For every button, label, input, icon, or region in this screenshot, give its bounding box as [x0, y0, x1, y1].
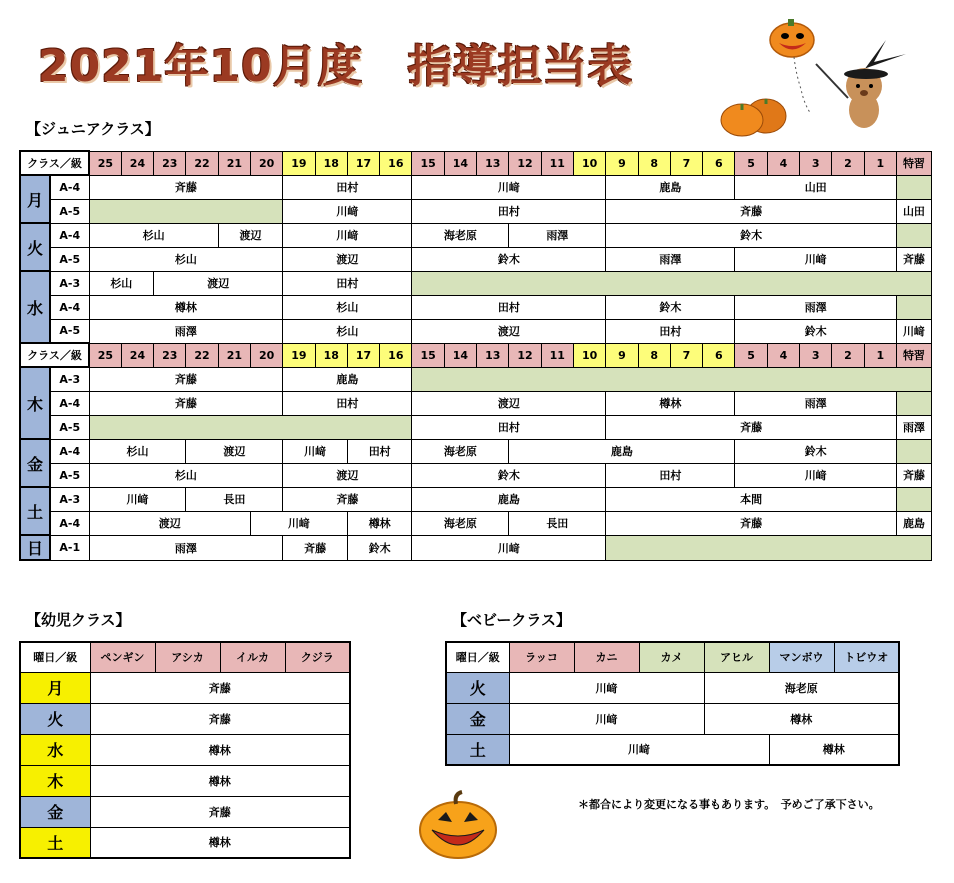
teacher-cell: 雨澤 — [606, 247, 735, 271]
grade-header-cell: 22 — [186, 343, 218, 367]
grade-header-cell: 2 — [832, 343, 864, 367]
teacher-cell: 渡辺 — [412, 319, 606, 343]
empty-slot — [896, 295, 931, 319]
schedule-row — [20, 487, 931, 511]
grade-header-cell: 7 — [670, 151, 702, 175]
teacher-cell: 斉藤 — [606, 415, 897, 439]
teacher-cell: 川﨑 — [735, 247, 896, 271]
grade-header-cell: 20 — [251, 343, 283, 367]
weekday-cell: 土 — [446, 734, 509, 765]
infant-class-header: アシカ — [155, 642, 220, 672]
baby-row — [446, 672, 899, 703]
grade-header-cell: 17 — [347, 151, 379, 175]
class-level-cell: A-4 — [50, 295, 89, 319]
baby-class-header: トビウオ — [834, 642, 899, 672]
grade-header-cell: 19 — [283, 343, 315, 367]
teacher-cell: 田村 — [283, 391, 412, 415]
baby-row — [446, 734, 899, 765]
class-level-cell: A-3 — [50, 367, 89, 391]
grade-header-cell: 特習 — [896, 343, 931, 367]
teacher-cell: 鈴木 — [735, 439, 896, 463]
teacher-cell: 田村 — [606, 319, 735, 343]
schedule-row — [20, 295, 931, 319]
weekday-grade-header: 曜日／級 — [20, 642, 90, 672]
grade-header-cell: 12 — [509, 343, 541, 367]
infant-class-header: ペンギン — [90, 642, 155, 672]
teacher-cell: 杉山 — [89, 439, 186, 463]
teacher-cell: 杉山 — [89, 247, 283, 271]
teacher-cell: 川﨑 — [283, 223, 412, 247]
grade-header-cell: 11 — [541, 343, 573, 367]
teacher-cell: 鹿島 — [412, 487, 606, 511]
teacher-cell: 斉藤 — [89, 175, 283, 199]
grade-header-cell: 24 — [121, 151, 153, 175]
schedule-row — [20, 271, 931, 295]
class-level-cell: A-4 — [50, 175, 89, 199]
schedule-row — [20, 319, 931, 343]
infant-row — [20, 827, 350, 858]
teacher-cell: 川﨑 — [89, 487, 186, 511]
teacher-cell: 樽林 — [89, 295, 283, 319]
grade-header-cell: 3 — [800, 343, 832, 367]
teacher-cell: 樽林 — [704, 703, 899, 734]
infant-row — [20, 765, 350, 796]
infant-class-header: イルカ — [220, 642, 285, 672]
teacher-cell: 渡辺 — [412, 391, 606, 415]
schedule-row — [20, 463, 931, 487]
grade-header-cell: 15 — [412, 343, 444, 367]
grade-header-cell: 16 — [380, 151, 412, 175]
teacher-cell: 川﨑 — [509, 734, 769, 765]
grade-header-cell: 特習 — [896, 151, 931, 175]
teacher-cell: 雨澤 — [896, 415, 931, 439]
teacher-cell: 鈴木 — [412, 463, 606, 487]
teacher-cell: 川﨑 — [283, 199, 412, 223]
teacher-cell: 樽林 — [90, 734, 350, 765]
teacher-cell: 斉藤 — [90, 703, 350, 734]
infant-header-row — [20, 642, 350, 672]
teacher-cell: 斉藤 — [89, 367, 283, 391]
teacher-cell: 渡辺 — [283, 463, 412, 487]
baby-class-header: アヒル — [704, 642, 769, 672]
teacher-cell: 海老原 — [704, 672, 899, 703]
empty-slot — [896, 175, 931, 199]
teacher-cell: 渡辺 — [89, 511, 250, 535]
grade-header-cell: 22 — [186, 151, 218, 175]
schedule-row — [20, 247, 931, 271]
pumpkins-icon — [721, 99, 786, 136]
teacher-cell: 川﨑 — [412, 175, 606, 199]
teacher-cell: 山田 — [896, 199, 931, 223]
teacher-cell: 鈴木 — [412, 247, 606, 271]
grade-header-cell: 9 — [606, 343, 638, 367]
teacher-cell: 田村 — [412, 199, 606, 223]
teacher-cell: 鈴木 — [347, 535, 412, 560]
grade-header-cell: 10 — [573, 343, 605, 367]
teacher-cell: 樽林 — [769, 734, 899, 765]
grade-header-cell: 24 — [121, 343, 153, 367]
empty-slot — [896, 223, 931, 247]
class-level-cell: A-4 — [50, 223, 89, 247]
baby-section-label: 【ベビークラス】 — [452, 611, 571, 629]
empty-slot — [89, 415, 412, 439]
baby-class-header: カニ — [574, 642, 639, 672]
grade-header-cell: 3 — [800, 151, 832, 175]
baby-row — [446, 703, 899, 734]
teacher-cell: 樽林 — [347, 511, 412, 535]
grade-header-cell: 8 — [638, 151, 670, 175]
teacher-cell: 斉藤 — [606, 199, 897, 223]
teacher-cell: 斉藤 — [283, 487, 412, 511]
infant-schedule-table — [19, 641, 351, 859]
grade-header-cell: 17 — [347, 343, 379, 367]
teacher-cell: 斉藤 — [283, 535, 348, 560]
teacher-cell: 山田 — [735, 175, 896, 199]
grade-header-row — [20, 151, 931, 175]
teacher-cell: 雨澤 — [735, 295, 896, 319]
baby-class-header: カメ — [639, 642, 704, 672]
empty-slot — [89, 199, 283, 223]
teacher-cell: 樽林 — [90, 827, 350, 858]
weekday-cell: 木 — [20, 765, 90, 796]
baby-class-header: ラッコ — [509, 642, 574, 672]
teacher-cell: 杉山 — [283, 295, 412, 319]
grade-header-cell: 25 — [89, 343, 121, 367]
weekday-cell: 火 — [20, 223, 50, 271]
grade-header-row — [20, 343, 931, 367]
teacher-cell: 斉藤 — [896, 247, 931, 271]
schedule-row — [20, 439, 931, 463]
weekday-cell: 水 — [20, 734, 90, 765]
class-grade-header: クラス／級 — [20, 151, 89, 175]
grade-header-cell: 20 — [251, 151, 283, 175]
teacher-cell: 田村 — [347, 439, 412, 463]
teacher-cell: 雨澤 — [89, 535, 283, 560]
empty-slot — [896, 391, 931, 415]
grade-header-cell: 10 — [573, 151, 605, 175]
grade-header-cell: 13 — [477, 343, 509, 367]
class-level-cell: A-1 — [50, 535, 89, 560]
teacher-cell: 川﨑 — [509, 703, 704, 734]
teacher-cell: 川﨑 — [283, 439, 348, 463]
baby-class-header: マンボウ — [769, 642, 834, 672]
teacher-cell: 杉山 — [89, 463, 283, 487]
teacher-cell: 田村 — [412, 295, 606, 319]
teacher-cell: 渡辺 — [186, 439, 283, 463]
weekday-cell: 月 — [20, 672, 90, 703]
grade-header-cell: 8 — [638, 343, 670, 367]
weekday-cell: 火 — [446, 672, 509, 703]
weekday-cell: 金 — [20, 796, 90, 827]
grade-header-cell: 12 — [509, 151, 541, 175]
notice-text: ＊都合により変更になる事もあります。 予めご了承下さい。 — [578, 798, 880, 811]
grade-header-cell: 2 — [832, 151, 864, 175]
weekday-cell: 土 — [20, 487, 50, 535]
teacher-cell: 斉藤 — [606, 511, 897, 535]
teacher-cell: 斉藤 — [90, 672, 350, 703]
teacher-cell: 鹿島 — [509, 439, 735, 463]
weekday-cell: 火 — [20, 703, 90, 734]
schedule-row — [20, 415, 931, 439]
teacher-cell: 斉藤 — [896, 463, 931, 487]
schedule-row — [20, 367, 931, 391]
teacher-cell: 川﨑 — [735, 463, 896, 487]
teacher-cell: 海老原 — [412, 439, 509, 463]
grade-header-cell: 23 — [154, 343, 186, 367]
teacher-cell: 樽林 — [90, 765, 350, 796]
schedule-row — [20, 199, 931, 223]
teacher-cell: 雨澤 — [89, 319, 283, 343]
weekday-grade-header: 曜日／級 — [446, 642, 509, 672]
grade-header-cell: 7 — [670, 343, 702, 367]
grade-header-cell: 1 — [864, 343, 896, 367]
weekday-cell: 日 — [20, 535, 50, 560]
infant-class-header: クジラ — [285, 642, 350, 672]
junior-section-label: 【ジュニアクラス】 — [26, 120, 160, 138]
class-level-cell: A-4 — [50, 511, 89, 535]
teacher-cell: 雨澤 — [509, 223, 606, 247]
teacher-cell: 斉藤 — [89, 391, 283, 415]
halloween-illustration — [716, 14, 916, 142]
teacher-cell: 渡辺 — [154, 271, 283, 295]
weekday-cell: 木 — [20, 367, 50, 439]
grade-header-cell: 5 — [735, 343, 767, 367]
weekday-cell: 月 — [20, 175, 50, 223]
weekday-cell: 金 — [446, 703, 509, 734]
teacher-cell: 田村 — [283, 271, 412, 295]
baby-schedule-table — [445, 641, 900, 766]
teacher-cell: 海老原 — [412, 223, 509, 247]
teacher-cell: 鹿島 — [896, 511, 931, 535]
grade-header-cell: 5 — [735, 151, 767, 175]
grade-header-cell: 14 — [444, 343, 476, 367]
class-level-cell: A-5 — [50, 415, 89, 439]
teacher-cell: 斉藤 — [90, 796, 350, 827]
infant-section-label: 【幼児クラス】 — [26, 611, 131, 629]
teacher-cell: 樽林 — [606, 391, 735, 415]
empty-slot — [896, 439, 931, 463]
jack-o-lantern-icon — [416, 790, 500, 860]
empty-slot — [606, 535, 932, 560]
grade-header-cell: 11 — [541, 151, 573, 175]
grade-header-cell: 21 — [218, 343, 250, 367]
page-title: 2021年10月度 指導担当表 — [38, 41, 633, 92]
class-level-cell: A-3 — [50, 271, 89, 295]
empty-slot — [412, 367, 931, 391]
teacher-cell: 長田 — [186, 487, 283, 511]
grade-header-cell: 6 — [703, 151, 735, 175]
class-level-cell: A-4 — [50, 391, 89, 415]
teacher-cell: 田村 — [283, 175, 412, 199]
class-level-cell: A-4 — [50, 439, 89, 463]
infant-row — [20, 703, 350, 734]
pumpkin-balloon-icon — [770, 19, 814, 114]
witch-dog-icon — [816, 40, 906, 128]
teacher-cell: 鹿島 — [606, 175, 735, 199]
class-level-cell: A-5 — [50, 247, 89, 271]
teacher-cell: 渡辺 — [218, 223, 283, 247]
teacher-cell: 鹿島 — [283, 367, 412, 391]
grade-header-cell: 14 — [444, 151, 476, 175]
teacher-cell: 川﨑 — [412, 535, 606, 560]
teacher-cell: 本間 — [606, 487, 897, 511]
teacher-cell: 杉山 — [89, 223, 218, 247]
grade-header-cell: 23 — [154, 151, 186, 175]
teacher-cell: 田村 — [412, 415, 606, 439]
class-level-cell: A-5 — [50, 319, 89, 343]
teacher-cell: 川﨑 — [509, 672, 704, 703]
grade-header-cell: 4 — [767, 151, 799, 175]
grade-header-cell: 18 — [315, 151, 347, 175]
weekday-cell: 金 — [20, 439, 50, 487]
teacher-cell: 川﨑 — [896, 319, 931, 343]
teacher-cell: 鈴木 — [606, 295, 735, 319]
teacher-cell: 渡辺 — [283, 247, 412, 271]
grade-header-cell: 1 — [864, 151, 896, 175]
teacher-cell: 田村 — [606, 463, 735, 487]
class-grade-header: クラス／級 — [20, 343, 89, 367]
empty-slot — [412, 271, 931, 295]
teacher-cell: 鈴木 — [735, 319, 896, 343]
infant-row — [20, 796, 350, 827]
schedule-row — [20, 223, 931, 247]
teacher-cell: 海老原 — [412, 511, 509, 535]
schedule-row — [20, 391, 931, 415]
grade-header-cell: 25 — [89, 151, 121, 175]
weekday-cell: 土 — [20, 827, 90, 858]
teacher-cell: 長田 — [509, 511, 606, 535]
grade-header-cell: 18 — [315, 343, 347, 367]
grade-header-cell: 13 — [477, 151, 509, 175]
grade-header-cell: 9 — [606, 151, 638, 175]
schedule-row — [20, 535, 931, 560]
baby-header-row — [446, 642, 899, 672]
teacher-cell: 川﨑 — [251, 511, 348, 535]
teacher-cell: 雨澤 — [735, 391, 896, 415]
grade-header-cell: 19 — [283, 151, 315, 175]
grade-header-cell: 4 — [767, 343, 799, 367]
teacher-cell: 杉山 — [283, 319, 412, 343]
class-level-cell: A-3 — [50, 487, 89, 511]
grade-header-cell: 21 — [218, 151, 250, 175]
weekday-cell: 水 — [20, 271, 50, 343]
teacher-cell: 杉山 — [89, 271, 154, 295]
empty-slot — [896, 487, 931, 511]
grade-header-cell: 6 — [703, 343, 735, 367]
class-level-cell: A-5 — [50, 463, 89, 487]
infant-row — [20, 734, 350, 765]
junior-schedule-table — [19, 150, 932, 561]
grade-header-cell: 16 — [380, 343, 412, 367]
schedule-row — [20, 511, 931, 535]
class-level-cell: A-5 — [50, 199, 89, 223]
grade-header-cell: 15 — [412, 151, 444, 175]
schedule-row — [20, 175, 931, 199]
infant-row — [20, 672, 350, 703]
teacher-cell: 鈴木 — [606, 223, 897, 247]
